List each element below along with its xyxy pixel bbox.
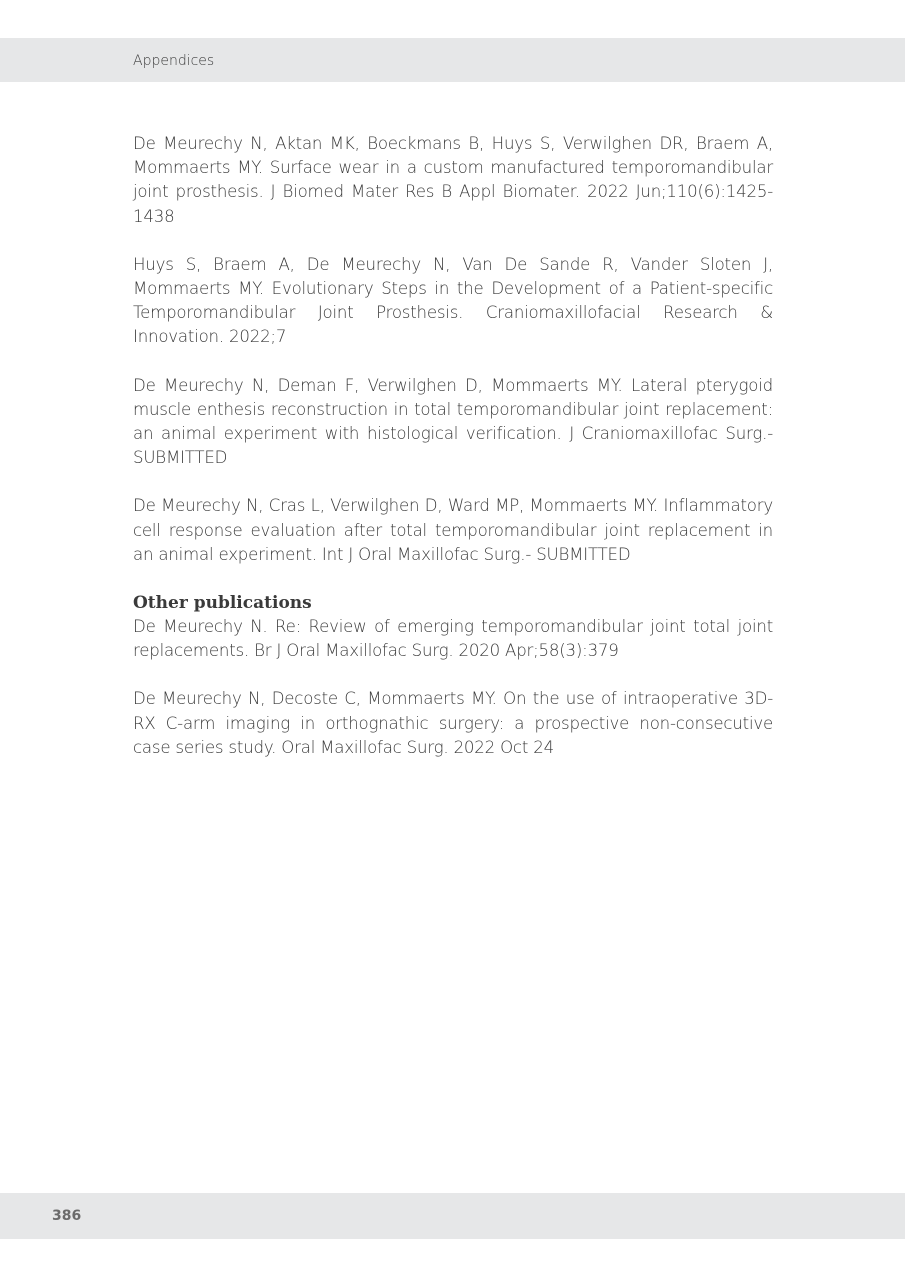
publication-item: De Meurechy N. Re: Review of emerging temporomandibular joint total joint replacements. Br J Oral Maxillofac Surg. 2020 Apr;58(3):379 bbox=[133, 617, 773, 661]
section-title-other-publications: Other publications bbox=[133, 593, 312, 614]
page-content bbox=[133, 132, 773, 784]
reference-item: De Meurechy N, Cras L, Verwilghen D, Ward MP, Mommaerts MY. Inflammatory cell response evaluation after total temporomandibular joint replacement in an animal experiment. Int J Oral Maxillofac Surg.- SUBMITTED bbox=[133, 496, 773, 564]
running-header: Appendices bbox=[133, 53, 215, 69]
reference-item: De Meurechy N, Deman F, Verwilghen D, Mommaerts MY. Lateral pterygoid muscle enthesis reconstruction in total temporomandibular joint replacement: an animal experiment with histological verification. J Craniomaxillofac Surg.- SUBMITTED bbox=[133, 375, 773, 468]
reference-item: Huys S, Braem A, De Meurechy N, Van De Sande R, Vander Sloten J, Mommaerts MY. Evolutionary Steps in the Development of a Patient-specific Temporomandibular Joint Prosthesis. Craniomaxillofacial Research & Innovation. 2022;7 bbox=[133, 254, 773, 347]
page-number: 386 bbox=[52, 1208, 82, 1224]
reference-item: De Meurechy N, Aktan MK, Boeckmans B, Huys S, Verwilghen DR, Braem A, Mommaerts MY. Surface wear in a custom manufactured temporomandibular joint prosthesis. J Biomed Mater Res B Appl Biomater. 2022 Jun;110(6):1425-1438 bbox=[133, 134, 773, 226]
footer-bar bbox=[0, 1193, 905, 1239]
publication-item: De Meurechy N, Decoste C, Mommaerts MY. On the use of intraoperative 3D-RX C-arm imaging in orthognathic surgery: a prospective non-consecutive case series study. Oral Maxillofac Surg. 2022 Oct 24 bbox=[133, 689, 773, 757]
header-bar bbox=[0, 38, 905, 82]
